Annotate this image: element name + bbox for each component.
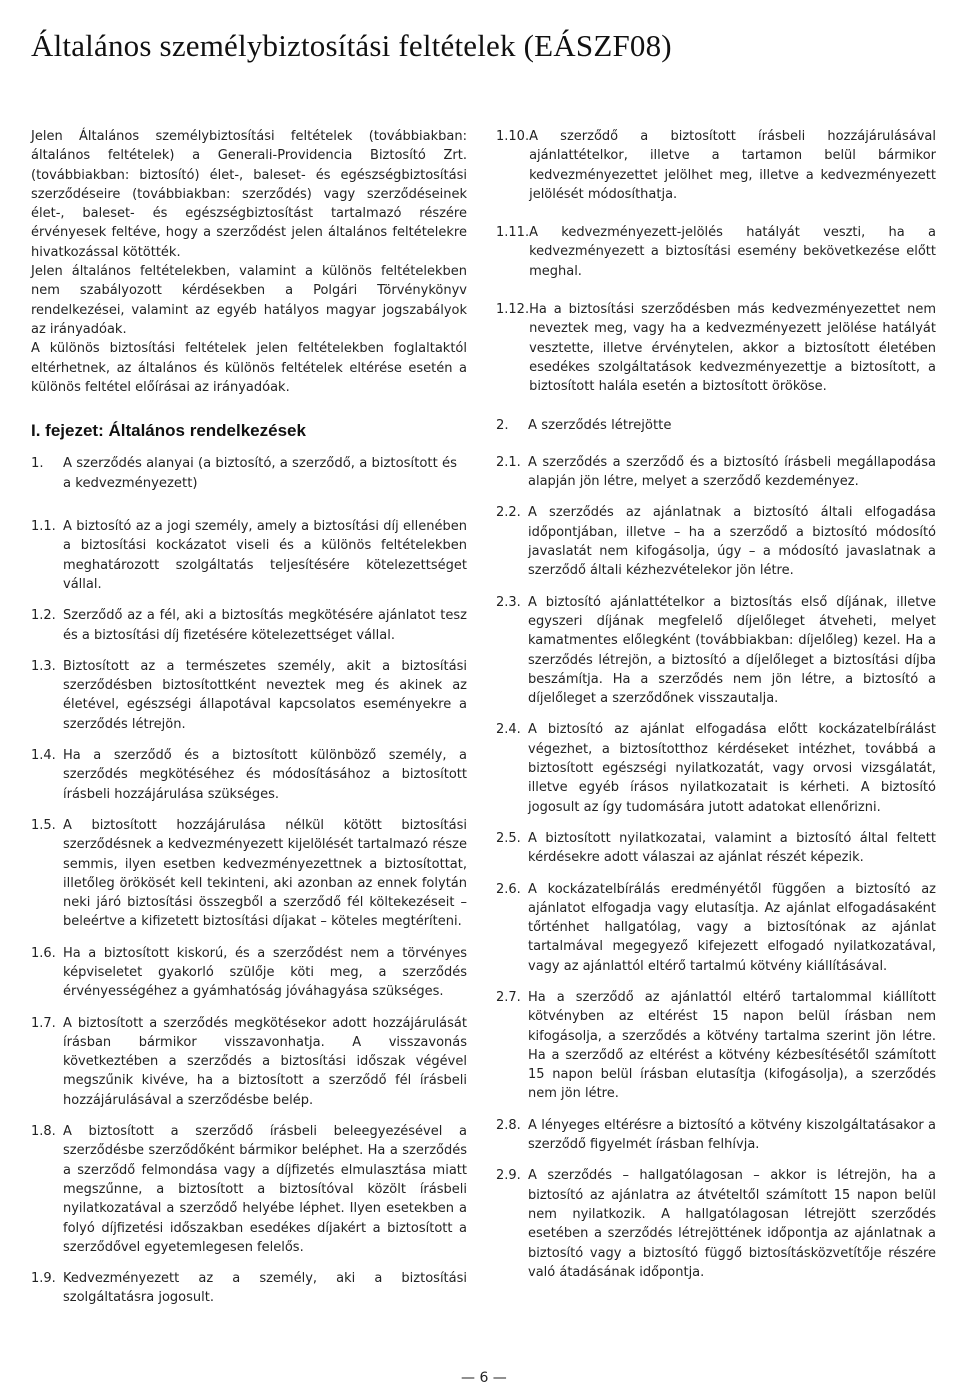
section-number: 1. bbox=[31, 456, 44, 472]
clause-number: 1.10. bbox=[496, 129, 530, 144]
clause-text: A biztosított hozzájárulása nélkül kötött biztosítási szerződésnek a kedvezményezett kijelölését tartalmazó része semmis, ilyen esetben kedvezményezettnek a biztosítottat, illetőleg örökösét kell tekinteni, aki azonban az ennek folytán neki járó biztosítási összegből a szerződő fél költekezéseit – beleértve a kifizetett biztosítási díjakat – köteles megtéríteni. bbox=[63, 817, 467, 930]
intro-paragraph: Jelen Általános személybiztosítási feltételek (továbbiakban: általános feltételek) a Generali-Providencia Biztosító Zrt. (továbbiakban: biztosító) élet-, baleset- és egészségbiztosítási szerződéseire (továbbiakban: szerződés) vagy szerződéseinek élet-, baleset- és egészségbiztosítást tartalmazó részére érvényesek feltéve, hogy a szerződést jelen általános feltételekre hivatkozással kötötték. bbox=[31, 129, 467, 260]
clause-text: Ha a biztosított kiskorú, és a szerződést nem a törvényes képviseletet gyakorló szülője köti meg, a szerződés érvényességéhez a gyámhatóság jóváhagyása szükséges. bbox=[63, 945, 467, 1000]
clause bbox=[31, 746, 467, 804]
clause-text: Ha a szerződő és a biztosított különböző személy, a szerződés megkötéséhez és módosításához a biztosított írásbeli hozzájárulása szükséges. bbox=[63, 748, 467, 802]
clause-number: 1.11. bbox=[496, 225, 530, 241]
clause-text: A szerződő a biztosított írásbeli hozzájárulásával ajánlattételkor, illetve a tartamon belül bármikor kedvezményezettet jelölhet meg, illetve a kedvezményezett jelölését módosíthatja. bbox=[529, 129, 936, 202]
clause bbox=[496, 127, 936, 204]
clause bbox=[31, 1014, 467, 1110]
clause-text: A szerződés – hallgatólagosan – akkor is létrejön, ha a biztosító az ajánlatra az átvételtől számított 15 napon belül nem nyilatkozik. A hallgatólagosan létrejött szerződés esetében a szerződés létrejöttének időpontja az ajánlatnak a biztosító vagy a biztosító függő biztosításközvetítője részére való átadásának időpontja. bbox=[528, 1168, 936, 1280]
clause bbox=[496, 988, 936, 1104]
clause-number: 1.1. bbox=[31, 519, 56, 535]
clause bbox=[31, 1269, 467, 1308]
clause-text: A biztosított a szerződés megkötésekor adott hozzájárulását írásban bármikor visszavonhatja. A visszavonás következtében a szerződés a biztosítási időszak végével megszűnik kivéve, ha a biztosított a szerződő fél írásbeli hozzájárulásával a szerződésbe belép. bbox=[63, 1015, 467, 1108]
clause-number: 1.9. bbox=[31, 1271, 56, 1287]
intro-paragraph: Jelen általános feltételekben, valamint a különös feltételekben nem szabályozott kérdésekben a Polgári Törvénykönyv rendelkezései, valamint az egyéb hatályos magyar jogszabályok az irányadóak. bbox=[31, 264, 467, 337]
clause-text: A biztosító az a jogi személy, amely a biztosítási díj ellenében a biztosítási kockázatot viseli és a különös feltételekben meghatározott szolgáltatás teljesítésére kötelezettséget vállal. bbox=[63, 519, 467, 592]
clause-number: 2.2. bbox=[496, 505, 521, 521]
clause-text: A szerződés az ajánlatnak a biztosító általi elfogadása időpontjában, illetve – ha a szerződő a biztosító módosító javaslatát nem kifogásolja, úgy – a módosító javaslatnak a szerződő általi kézhezvételekor jön létre. bbox=[528, 505, 936, 579]
clause-number: 2.7. bbox=[496, 989, 521, 1005]
clause-text: A biztosító az ajánlat elfogadása előtt kockázatelbírálást végezhet, a biztosítotthoz kérdéseket intézhet, továbbá a biztosított egészségi nyilatkozatát, vagy orvosi vizsgálatát, illetve egyéb írásos nyilatkozatait is kérheti. A biztosító jogosult az így tudomására jutott adatokat ellenőrizni. bbox=[528, 722, 936, 815]
section-title: A szerződés létrejötte bbox=[528, 417, 672, 433]
clause-number: 1.2. bbox=[31, 608, 56, 624]
clause-text: A biztosított nyilatkozatai, valamint a biztosító által feltett kérdésekre adott válaszai az ajánlat részét képezik. bbox=[528, 830, 936, 866]
clause-number: 1.8. bbox=[31, 1124, 56, 1140]
page-number: — 6 — bbox=[461, 1370, 507, 1386]
clause bbox=[496, 223, 936, 281]
clause-text: A kedvezményezett-jelölés hatályát veszti, ha a kedvezményezett a biztosítási esemény bekövetkezése előtt meghal. bbox=[529, 225, 936, 279]
clause-number: 2.8. bbox=[496, 1117, 521, 1133]
clause bbox=[496, 880, 936, 976]
clause-number: 2.1. bbox=[496, 454, 521, 470]
clause-text: A biztosított a szerződő írásbeli beleegyezésével a szerződésbe szerződőként bármikor beléphet. Ha a szerződés a szerződő felmondása vagy a díjfizetés elmulasztása miatt megszűnne, a biztosított a biztosítóval közölt írásbeli nyilatkozatával a szerződő helyébe léphet. Ilyen esetekben a folyó díjfizetési időszakban esedékes díjakért a biztosított a szerződővel egyetemlegesen felelős. bbox=[63, 1124, 467, 1255]
right-column bbox=[496, 127, 936, 1282]
clause-number: 1.6. bbox=[31, 945, 56, 961]
clause-text: A kockázatelbírálás eredményétől függően a biztosító az ajánlatot elfogadja vagy elutasítja. Az ajánlat elfogadásaként tőrténhet hallgatólag, vagy a biztosítónak az ajánlat tartalmával megegyező kifejezett elfogadó nyilatkozatával, vagy az ajánlattól eltérő tartalmú kötvény kiállításával. bbox=[528, 881, 936, 974]
clause-number: 1.3. bbox=[31, 658, 56, 674]
clause-number: 1.12. bbox=[496, 302, 530, 318]
clause bbox=[31, 606, 467, 645]
clause-text: A lényeges eltérésre a biztosító a kötvény kiszolgáltatásakor a szerződő figyelmét írásban felhívja. bbox=[528, 1117, 936, 1153]
clause-number: 1.5. bbox=[31, 817, 56, 833]
section-heading bbox=[31, 454, 467, 493]
clause-number: 1.4. bbox=[31, 748, 56, 764]
clause-number: 2.4. bbox=[496, 722, 521, 738]
clause-text: Biztosított az a természetes személy, akit a biztosítási szerződésben biztosítottként neveztek meg és akinek az életével, egészségi állapotával kapcsolatos eseményekre a szerződés létrejön. bbox=[63, 658, 467, 732]
clause-text: Ha a szerződő az ajánlattól eltérő tartalommal kiállított kötvényben az eltérést 15 napon belül írásban nem kifogásolja, a szerződés a kötvény tartalma szerint jön létre. Ha a szerződő az eltérést a kötvény kézbesítésétől számított 15 napon belül írásban elutasítja (kifogásolja), a szerződés nem jön létre. bbox=[528, 989, 936, 1102]
page-title: Általános személybiztosítási feltételek (EÁSZF08) bbox=[31, 28, 672, 63]
clause-number: 1.7. bbox=[31, 1015, 56, 1031]
clause-text: Ha a biztosítási szerződésben más kedvezményezettet nem neveztek meg, vagy ha a kedvezményezett jelölése hatályát vesztette, illetve érvénytelen, akkor a biztosított életében esedékes szolgáltatások kedvezményezettje a biztosított, a biztosított halála esetén a biztosított örököse. bbox=[529, 302, 936, 395]
clause bbox=[31, 1122, 467, 1257]
clause bbox=[496, 1116, 936, 1155]
intro-paragraph: A különös biztosítási feltételek jelen feltételekben foglaltaktól eltérhetnek, az általános és különös feltételek eltérése esetén a különös feltétel előírásai az irányadóak. bbox=[31, 341, 467, 395]
clause-number: 2.5. bbox=[496, 830, 521, 846]
section-title: A szerződés alanyai (a biztosító, a szerződő, a biztosított és a kedvezményezett) bbox=[63, 456, 457, 491]
clause bbox=[496, 300, 936, 396]
clause bbox=[31, 517, 467, 594]
clause-text: A szerződés a szerződő és a biztosító írásbeli megállapodása alapján jön létre, melyet a szerződő kezdeményez. bbox=[528, 454, 936, 490]
clause-number: 2.6. bbox=[496, 881, 521, 897]
clause bbox=[31, 944, 467, 1002]
clause bbox=[496, 720, 936, 816]
chapter-heading: I. fejezet: Általános rendelkezések bbox=[31, 421, 306, 441]
clause-number: 2.3. bbox=[496, 594, 521, 610]
clause bbox=[496, 503, 936, 580]
clause-text: Szerződő az a fél, aki a biztosítás megkötésére ajánlatot tesz és a biztosítási díj fizetésére kötelezettséget vállal. bbox=[63, 608, 467, 643]
section-number: 2. bbox=[496, 417, 509, 433]
clause bbox=[496, 593, 936, 709]
left-column bbox=[31, 127, 467, 1308]
clause-text: Kedvezményezett az a személy, aki a biztosítási szolgáltatásra jogosult. bbox=[63, 1271, 467, 1306]
clause-text: A biztosító ajánlattételkor a biztosítás első díjának, illetve egyszeri díjának megfelelő díjelőleget átveheti, melyet kamatmentes előlegként (továbbiakban: díjelőleg) kezel. Ha a szerződés létrejön, a biztosító a díjelőleget a biztosítási díjba beszámítja. Ha a szerződés nem jön létre, a biztosító a díjelőleget a szerződőnek visszautalja. bbox=[528, 594, 936, 707]
clause bbox=[496, 453, 936, 492]
clause bbox=[496, 1166, 936, 1282]
clause-number: 2.9. bbox=[496, 1168, 521, 1184]
intro bbox=[31, 127, 467, 397]
clause bbox=[496, 829, 936, 868]
clause bbox=[31, 657, 467, 734]
clause bbox=[31, 816, 467, 932]
section-heading bbox=[496, 416, 936, 435]
